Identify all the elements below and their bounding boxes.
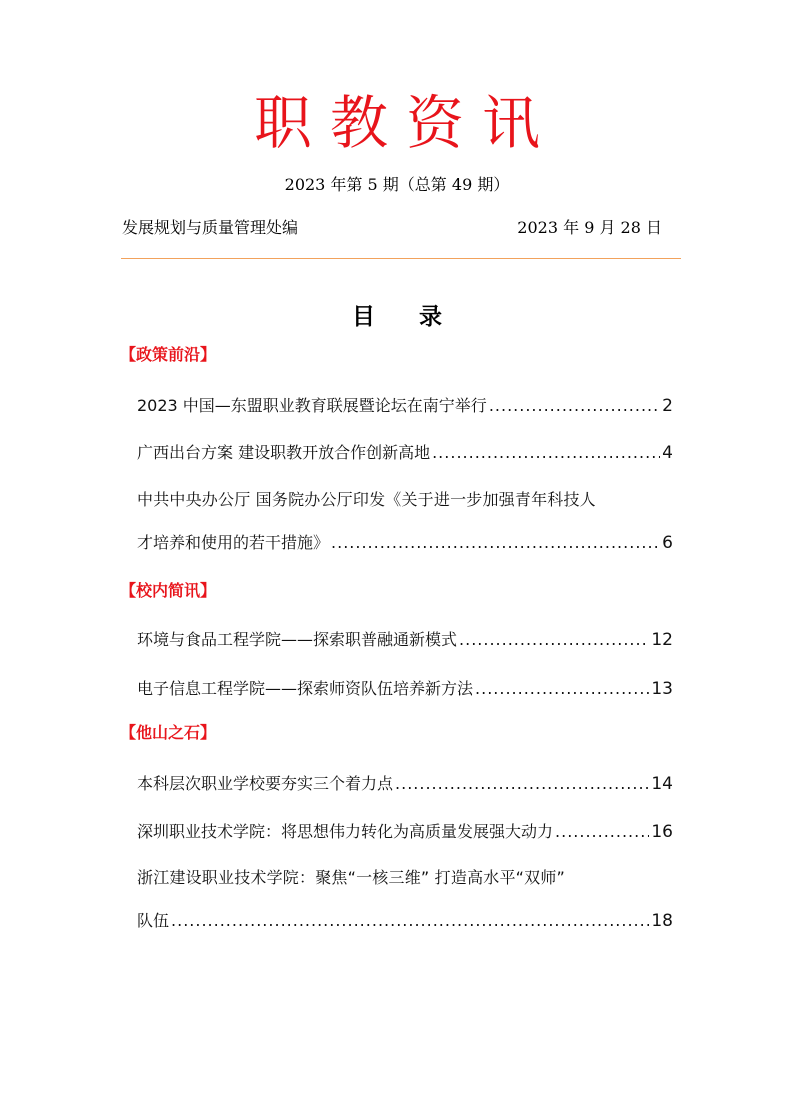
toc-entry-line2	[137, 908, 673, 934]
toc-entry-page: 2	[662, 396, 673, 416]
toc-leader-dots	[331, 530, 660, 556]
toc-leader-dots	[475, 676, 649, 702]
toc-leader-dots	[489, 393, 660, 419]
section-heading-policy: 【政策前沿】	[120, 345, 217, 364]
toc-entry-line2	[137, 530, 673, 556]
toc-leader-dots	[171, 908, 649, 934]
toc-leader-dots	[395, 771, 649, 797]
toc-entry-page: 18	[651, 911, 673, 931]
toc-entry[interactable]	[137, 440, 673, 466]
toc-entry[interactable]	[137, 487, 673, 556]
toc-entry[interactable]	[137, 819, 673, 845]
toc-entry-title: 深圳职业技术学院：将思想伟力转化为高质量发展强大动力	[137, 822, 554, 841]
header-divider	[121, 258, 681, 259]
masthead-title: 职教资讯	[253, 89, 558, 157]
toc-entry-page: 13	[651, 679, 673, 699]
toc-entry-title: 2023 中国—东盟职业教育联展暨论坛在南宁举行	[137, 396, 487, 415]
toc-entry-title: 环境与食品工程学院——探索职普融通新模式	[137, 630, 458, 649]
editor-name: 发展规划与质量管理处编	[122, 218, 299, 237]
toc-entry-title-line2: 队伍	[137, 911, 170, 930]
section-heading-campus: 【校内简讯】	[120, 581, 217, 600]
toc-title: 目 录	[351, 304, 460, 330]
toc-entry-title-line1: 中共中央办公厅 国务院办公厅印发《关于进一步加强青年科技人	[137, 490, 596, 509]
toc-leader-dots	[432, 440, 660, 466]
toc-entry-title: 本科层次职业学校要夯实三个着力点	[137, 774, 394, 793]
issue-number: 2023 年第 5 期（总第 49 期）	[284, 175, 510, 194]
toc-entry[interactable]	[137, 627, 673, 653]
toc-entry-page: 12	[651, 630, 673, 650]
toc-entry-page: 16	[651, 822, 673, 842]
toc-entry[interactable]	[137, 676, 673, 702]
toc-entry[interactable]	[137, 771, 673, 797]
toc-entry[interactable]	[137, 393, 673, 419]
toc-entry-page: 14	[651, 774, 673, 794]
toc-entry-page: 6	[662, 533, 673, 553]
toc-entry-title: 广西出台方案 建设职教开放合作创新高地	[137, 443, 431, 462]
toc-entry-page: 4	[662, 443, 673, 463]
toc-leader-dots	[555, 819, 649, 845]
toc-entry-title: 电子信息工程学院——探索师资队伍培养新方法	[137, 679, 474, 698]
toc-leader-dots	[459, 627, 649, 653]
toc-entry-title-line2: 才培养和使用的若干措施》	[137, 533, 330, 552]
toc-entry-title-line1: 浙江建设职业技术学院：聚焦“一核三维” 打造高水平“双师”	[137, 868, 566, 887]
publish-date: 2023 年 9 月 28 日	[517, 218, 662, 237]
toc-entry[interactable]	[137, 865, 673, 934]
section-heading-others: 【他山之石】	[120, 723, 217, 742]
